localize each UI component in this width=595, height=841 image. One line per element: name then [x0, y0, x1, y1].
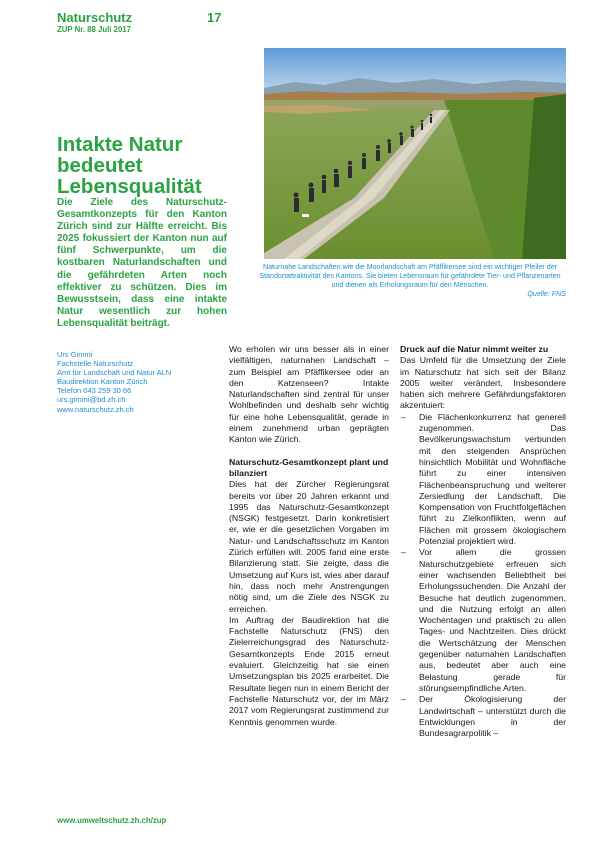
author-website[interactable]: www.naturschutz.zh.ch: [57, 404, 134, 414]
page-number: 17: [207, 10, 222, 25]
list-item-text: Der Ökologisierung der Landwirtschaft – unterstützt durch die Entwicklungen in der Bundesagrarpolitik –: [419, 694, 566, 739]
author-unit: Fachstelle Naturschutz: [57, 359, 134, 369]
list-item: [400, 412, 566, 548]
caption-text: Naturnahe Landschaften wie die Moorlandschaft am Pfäffikersee sind ein wichtiger Pfeiler der Standortattraktivität des Kantons. Sie bieten Lebensraum für gefährdete Tier- und Pflanzenarten und dienen als Erholungsraum für den Menschen.: [259, 263, 561, 289]
author-contact: [57, 350, 227, 414]
risk-factor-list: [400, 412, 566, 740]
dash-bullet: –: [401, 694, 406, 705]
body-column-1: [229, 344, 389, 728]
article-lead: Die Ziele des Naturschutz-Gesamtkonzepts für den Kanton Zürich sind zur Hälfte erreicht. Bis 2025 fokussiert der Kanton nun auf fünf Schwerpunkte, um die kostbaren Naturlandschaften und die gefährdeten Arten noch effektiver zu schützen. Dies im Bewusstsein, dass eine intakte Natur wesentlich zur hohen Lebensqualität beiträgt.: [57, 197, 227, 329]
list-item: [400, 694, 566, 739]
body-column-2: [400, 344, 566, 739]
section-heading-druck: Druck auf die Natur nimmt weiter zu: [400, 344, 549, 354]
photo-credit: Quelle: FNS: [527, 290, 566, 298]
author-phone: Telefon 043 259 30 66: [57, 386, 132, 396]
article-headline: Intakte Natur bedeutet Lebensqualität: [57, 133, 202, 198]
author-email[interactable]: urs.gimmi@bd.zh.ch: [57, 395, 126, 405]
intro-paragraph: Wo erholen wir uns besser als in einer vielfältigen, naturnahen Landschaft – zum Beispiel am Pfäffikersee oder an den Katzenseen? Intakte Naturlandschaften sind zentral für unser Wohlbefinden und deshalb sehr wichtig für eine hohe Lebensqualität, gerade in einem zunehmend urban geprägten Kanton wie Zürich.: [229, 344, 389, 445]
body-paragraph: Das Umfeld für die Umsetzung der Ziele im Naturschutz hat sich seit der Bilanz 2005 weiter verändert. Insbesondere haben sich mehrere Gefährdungsfaktoren akzentuiert:: [400, 355, 566, 411]
author-office: Amt für Landschaft und Natur ALN: [57, 368, 172, 378]
body-paragraph: Im Auftrag der Baudirektion hat die Fachstelle Naturschutz (FNS) den Zielerreichungsgrad des Naturschutz-Gesamtkonzepts Ende 2015 erneut evaluiert. Gleichzeitig hat sie einen Umsetzungsplan bis 2025 erarbeitet. Die Resultate liegen nun in einem Bericht der Fachstelle Naturschutz vor, der im März 2017 vom Regierungsrat zustimmend zur Kenntnis genommen wurde.: [229, 614, 389, 727]
issue-info: ZUP Nr. 88 Juli 2017: [57, 25, 131, 34]
dash-bullet: –: [401, 411, 406, 422]
list-item: [400, 547, 566, 694]
list-item-text: Vor allem die grossen Naturschutzgebiete erfreuen sich einer wachsenden Beliebtheit bei Erholungssuchenden. Die Anzahl der Besuche hat deutlich zugenommen, und die Nutzung erfolgt an allen Wochentagen und praktisch zu allen Tages- und Nachtzeiten. Dies drückt die Wertschätzung der Menschen gegenüber naturnahen Landschaften aus, bedeutet aber auch eine Belastung gerade für störungsempfindliche Arten.: [419, 547, 566, 693]
body-paragraph: Dies hat der Zürcher Regierungsrat bereits vor über 20 Jahren erkannt und 1995 das Naturschutz-Gesamtkonzept (NSGK) festgesetzt. Darin konkretisiert er, wie er die gesetzlichen Vorgaben im Natur- und Landschaftsschutz im Kanton Zürich erfüllen will. 2005 fand eine erste Bilanzierung statt. Sie zeigte, dass die Umsetzung auf Kurs ist, wies aber darauf hin, dass noch mehr Anstrengungen nötig sind, um die Ziele des NSGK zu erreichen.: [229, 479, 389, 614]
photo-caption: [254, 263, 566, 299]
section-title: Naturschutz: [57, 10, 133, 25]
list-item-text: Die Flächenkonkurrenz hat generell zugenommen. Das Bevölkerungswachstum verbunden mit den steigenden Ansprüchen hinsichtlich Mobilität und Wohnfläche führt zu einer intensiven Flächenbeanspruchung und weiterer Zersiedlung der Landschaft. Die Kompensation von Fruchtfolgeflächen führt zu Zielkonflikten, wenn auf Flächen mit grossem ökologischem Potenzial projektiert wird.: [419, 411, 566, 547]
dash-bullet: –: [401, 547, 406, 558]
author-name: Urs Gimmi: [57, 350, 93, 359]
landscape-photo: [264, 48, 566, 259]
section-heading-gesamtkonzept: Naturschutz-Gesamtkonzept plant und bilanziert: [229, 456, 389, 478]
footer-url[interactable]: www.umweltschutz.zh.ch/zup: [57, 816, 167, 825]
author-department: Baudirektion Kanton Zürich: [57, 377, 148, 387]
